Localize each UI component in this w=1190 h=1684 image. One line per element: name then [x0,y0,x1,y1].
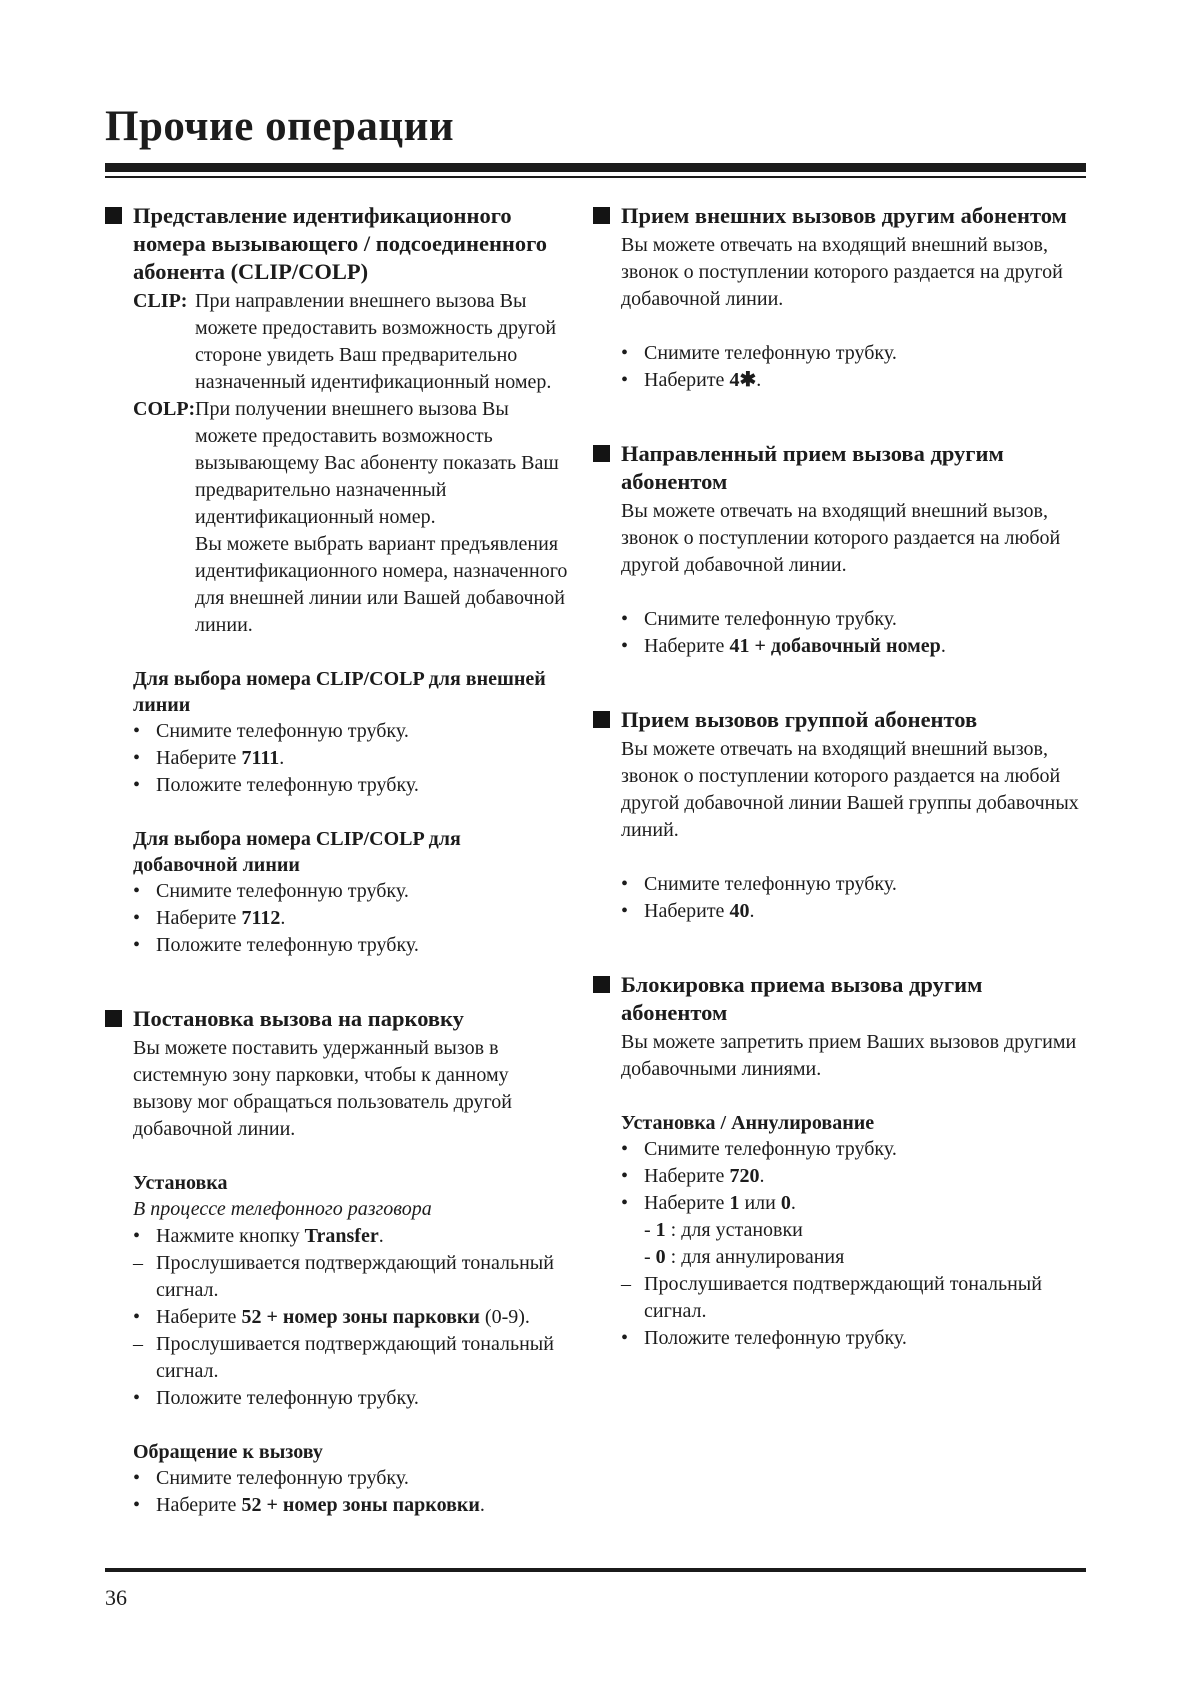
list-item-text [156,1223,569,1250]
text-run: Снимите телефонную трубку. [156,880,409,902]
condition-note: В процессе телефонного разговора [133,1198,432,1220]
list-item-text [644,871,1085,898]
list-item-text [156,1331,569,1385]
section-heading [105,1005,569,1033]
text-run: Вы можете запретить прием Ваших вызовов другими добавочными линиями. [621,1031,1077,1080]
bullet-list [133,1223,569,1412]
list-item [621,1325,1085,1352]
text-run: Положите телефонную трубку. [156,934,419,956]
text-run: Положите телефонную трубку. [644,1327,907,1349]
list-item [133,1223,569,1250]
list-item [133,878,569,905]
text-run: Положите телефонную трубку. [156,774,419,796]
text-run: . [378,1225,384,1247]
bullet-marker: • [621,635,629,657]
text-run: 52 + номер зоны парковки [241,1494,480,1516]
section-title: Прием вызовов группой абонентов [621,707,978,732]
section [593,202,1085,394]
list-item-text [644,606,1085,633]
bullet-marker: • [621,608,629,630]
section-title: Представление идентификационного номера вызывающего / подсоединенного абонента (CLIP/COLP) [133,203,548,284]
list-item [621,871,1085,898]
text-run: Положите телефонную трубку. [156,1387,419,1409]
list-item [621,1244,1085,1271]
bullet-marker: • [621,1165,629,1187]
text-run: Прослушивается подтверждающий тональный сигнал. [644,1273,1042,1322]
page-header [105,104,1086,178]
text-run: 0 [655,1246,666,1268]
text-run: 1 [729,1192,740,1214]
section-heading [593,971,1085,1027]
text-run: Снимите телефонную трубку. [644,873,897,895]
bullet-marker: • [133,774,141,796]
definition-paragraph: При получении внешнего вызова Вы можете предоставить возможность вызывающему Вас абоненту показать Ваш предварительно назначенный идентификационный номер. [195,398,559,528]
section-heading [105,202,569,286]
section-body [133,288,569,959]
definition-paragraph: При направлении внешнего вызова Вы можете предоставить возможность другой стороне увидеть Ваш предварительно назначенный идентификационный номер. [195,290,557,393]
section-title: Направленный прием вызова другим абонентом [621,441,1004,494]
text-run: Наберите [156,1306,242,1328]
bullet-marker: • [133,934,141,956]
list-item-text [156,745,569,772]
list-item [133,1331,569,1385]
text-run: Снимите телефонную трубку. [644,608,897,630]
text-run: 52 + номер зоны парковки [241,1306,480,1328]
text-run: Transfer [304,1225,379,1247]
list-item-text [156,772,569,799]
definition-paragraph: Вы можете выбрать вариант предъявления идентификационного номера, назначенного для внешней линии или Вашей добавочной линии. [195,533,568,636]
list-item-text [644,1325,1085,1352]
subsection-title: Для выбора номера CLIP/COLP для внешней линии [133,668,546,716]
bullet-marker: • [133,1494,141,1516]
section [593,440,1085,660]
page-title: Прочие операции [105,103,455,150]
list-item [621,1136,1085,1163]
section-body [621,498,1085,660]
bullet-marker: • [621,342,629,364]
section-marker-square-icon [593,207,610,224]
section [105,202,569,959]
text-run: . [759,1165,765,1187]
text-run: 7112 [241,907,281,929]
list-item-text [156,1465,569,1492]
bullet-marker: – [133,1252,143,1274]
bullet-marker: – [133,1333,143,1355]
list-item [133,932,569,959]
text-run: Вы можете поставить удержанный вызов в системную зону парковки, чтобы к данному вызову мог обращаться пользователь другой добавочной линии. [133,1037,512,1140]
text-run: 40 [729,900,750,922]
title-rule-thick [105,163,1086,172]
section [105,1005,569,1519]
section-heading [593,440,1085,496]
definition-text [195,396,569,639]
subsection-title: Установка / Аннулирование [621,1112,875,1134]
text-run: . [756,369,762,391]
text-run: . [790,1192,796,1214]
bullet-list [133,1465,569,1519]
text-run: - [644,1246,656,1268]
text-run: Наберите [644,1192,730,1214]
list-item-text [644,1163,1085,1190]
list-item-text [644,1217,1085,1244]
text-run: Прослушивается подтверждающий тональный сигнал. [156,1333,554,1382]
list-item [133,1250,569,1304]
text-run: Наберите [156,1494,242,1516]
bullet-marker: • [621,1327,629,1349]
list-item [133,1304,569,1331]
bullet-marker: • [621,1138,629,1160]
section-title: Постановка вызова на парковку [133,1006,464,1031]
list-item-text [644,1136,1085,1163]
text-run: Снимите телефонную трубку. [644,1138,897,1160]
text-run: : для установки [665,1219,803,1241]
definition-term: COLP: [133,398,196,420]
bullet-marker: • [133,747,141,769]
section [593,706,1085,925]
list-item [621,1190,1085,1217]
section-marker-square-icon [593,445,610,462]
definition-item [133,396,569,639]
bullet-marker: • [133,907,141,929]
text-run: (0-9). [479,1306,530,1328]
definition-item [133,288,569,396]
bullet-marker: • [133,1225,141,1247]
list-item-text [644,898,1085,925]
section-marker-square-icon [105,1010,122,1027]
bullet-marker: – [621,1273,631,1295]
list-item-text [156,1250,569,1304]
definition-text [195,288,569,396]
paragraph [621,1029,1085,1083]
list-item [133,905,569,932]
bullet-marker: • [621,1192,629,1214]
text-run: - [644,1219,656,1241]
section-marker-square-icon [593,976,610,993]
text-run: . [940,635,946,657]
definition-term: CLIP: [133,290,188,312]
list-item [621,633,1085,660]
text-run: 720 [729,1165,760,1187]
page-footer [105,1568,1086,1610]
list-item [133,1492,569,1519]
list-item-text [644,633,1085,660]
column-left [105,202,569,1565]
title-rule-thin [105,176,1086,178]
bullet-marker: • [621,873,629,895]
text-run: Наберите [156,907,242,929]
text-run: Наберите [644,900,730,922]
list-item-text [156,905,569,932]
section-heading [593,202,1085,230]
text-run: . [279,747,285,769]
text-run: Наберите [644,635,730,657]
bullet-marker [621,1217,644,1244]
text-run: 0 [780,1192,791,1214]
text-run: Нажмите кнопку [156,1225,305,1247]
bullet-list [621,606,1085,660]
list-item-text [156,1492,569,1519]
list-item [621,367,1085,394]
list-item-text [156,1385,569,1412]
section-body [621,1029,1085,1352]
text-run: Снимите телефонную трубку. [644,342,897,364]
bullet-marker: • [133,880,141,902]
bullet-marker [621,1244,644,1271]
list-item [133,718,569,745]
page-number: 36 [105,1585,127,1610]
list-item [621,1217,1085,1244]
section-marker-square-icon [105,207,122,224]
bullet-list [133,718,569,799]
paragraph [621,736,1085,844]
bullet-marker: • [621,369,629,391]
bullet-list [133,878,569,959]
list-item [133,745,569,772]
paragraph [621,232,1085,313]
section [593,971,1085,1352]
list-item [133,1385,569,1412]
text-run: Вы можете отвечать на входящий внешний вызов, звонок о поступлении которого раздается на любой другой добавочной линии Вашей группы добавочных линий. [621,738,1079,841]
text-run: Вы можете отвечать на входящий внешний вызов, звонок о поступлении которого раздается на любой другой добавочной линии. [621,500,1061,576]
list-item [621,1271,1085,1325]
paragraph [621,498,1085,579]
bullet-marker: • [133,1387,141,1409]
list-item-text [156,932,569,959]
text-run: . [749,900,755,922]
bullet-marker: • [133,1467,141,1489]
list-item [133,1465,569,1492]
list-item [133,772,569,799]
footer-rule [105,1568,1086,1572]
section-marker-square-icon [593,711,610,728]
list-item-text [644,1271,1085,1325]
list-item [621,1163,1085,1190]
list-item [621,340,1085,367]
definition-list [133,288,569,639]
list-item-text [156,878,569,905]
text-run: . [479,1494,485,1516]
list-item-text [156,718,569,745]
text-run: Снимите телефонную трубку. [156,1467,409,1489]
text-run: Снимите телефонную трубку. [156,720,409,742]
list-item-text [644,340,1085,367]
bullet-marker: • [133,720,141,742]
text-run: Прослушивается подтверждающий тональный сигнал. [156,1252,554,1301]
text-run: Наберите [644,369,730,391]
section-body [621,232,1085,394]
bullet-marker: • [621,900,629,922]
subsection-title: Установка [133,1172,228,1194]
list-item-text [156,1304,569,1331]
bullet-marker: • [133,1306,141,1328]
text-run: . [280,907,286,929]
bullet-list [621,1136,1085,1352]
list-item-text [644,1190,1085,1217]
list-item-text [644,367,1085,394]
text-run: 4✱ [729,369,757,391]
section-title: Прием внешних вызовов другим абонентом [621,203,1067,228]
list-item [621,606,1085,633]
text-run: 1 [655,1219,666,1241]
section-body [621,736,1085,925]
content-columns [105,202,1086,1565]
bullet-list [621,340,1085,394]
column-right [593,202,1085,1565]
text-run: Наберите [156,747,242,769]
text-run: : для аннулирования [665,1246,845,1268]
subsection-title: Обращение к вызову [133,1441,323,1463]
text-run: или [739,1192,781,1214]
list-item-text [644,1244,1085,1271]
text-run: 7111 [241,747,280,769]
text-run: 41 + добавочный номер [729,635,941,657]
section-title: Блокировка приема вызова другим абонентом [621,972,983,1025]
list-item [621,898,1085,925]
bullet-list [621,871,1085,925]
section-heading [593,706,1085,734]
subsection-title: Для выбора номера CLIP/COLP для добавочной линии [133,828,461,876]
paragraph [133,1035,569,1143]
text-run: Наберите [644,1165,730,1187]
section-body [133,1035,569,1519]
text-run: Вы можете отвечать на входящий внешний вызов, звонок о поступлении которого раздается на другой добавочной линии. [621,234,1063,310]
